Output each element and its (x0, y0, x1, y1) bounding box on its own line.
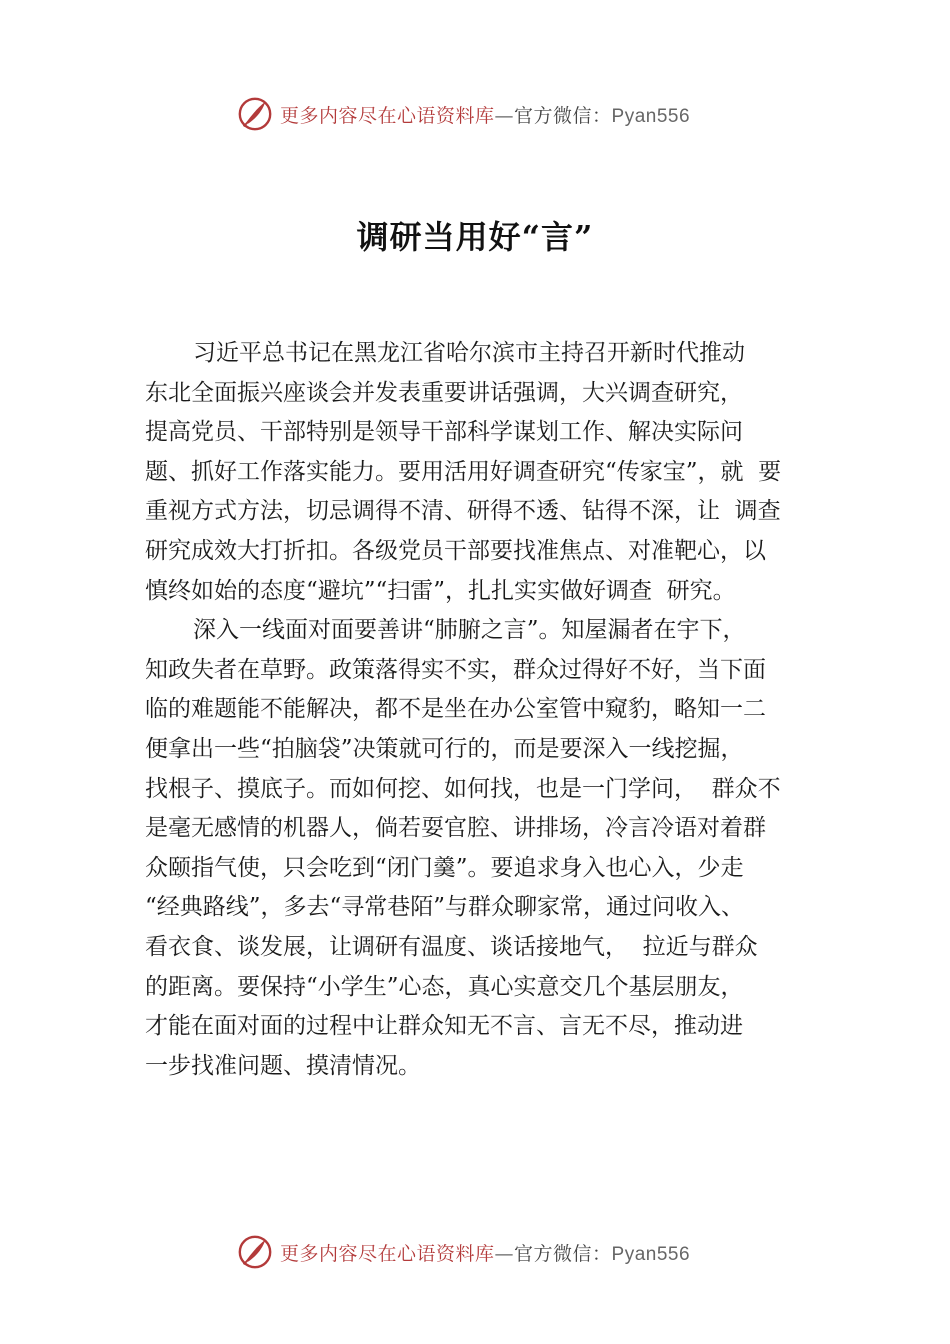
quill-pen-logo-icon (236, 95, 274, 133)
body-line: 深入一线面对面要善讲“肺腑之言”。知屋漏者在宇下， (193, 617, 746, 644)
body-line: 便拿出一些“拍脑袋”决策就可行的，而是要深入一线挖掘， (145, 735, 744, 762)
watermark-label: 官方微信： (514, 1242, 612, 1265)
document-title: 调研当用好“言” (356, 218, 594, 256)
body-line: “经典路线”，多去“寻常巷陌”与群众聊家常，通过问收入、 (145, 894, 745, 921)
watermark-separator: — (494, 104, 515, 127)
body-line: 东北全面振兴座谈会并发表重要讲话强调，大兴调查研究， (145, 379, 743, 406)
body-line: 看衣食、谈发展，让调研有温度、谈话接地气， 拉近与群众 (145, 933, 758, 960)
body-line: 众颐指气使，只会吃到“闭门羹”。要追求身入也心入，少走 (145, 854, 744, 881)
body-line: 慎终如始的态度“避坑”“扫雷”，扎扎实实做好调查 研究。 (145, 577, 736, 604)
watermark-brand: 更多内容尽在心语资料库 (280, 1242, 495, 1265)
watermark-wechat-id: Pyan556 (611, 1243, 691, 1265)
footer-watermark (236, 1232, 690, 1272)
watermark-brand: 更多内容尽在心语资料库 (280, 104, 495, 127)
body-line: 重视方式方法，切忌调得不清、研得不透、钻得不深，让 调查 (145, 498, 781, 525)
body-line: 一步找准问题、摸清情况。 (145, 1052, 421, 1079)
header-watermark (236, 94, 690, 134)
body-line: 研究成效大打折扣。各级党员干部要找准焦点、对准靶心，以 (145, 537, 766, 564)
body-line: 临的难题能不能解决，都不是坐在办公室管中窥豹，略知一二 (145, 696, 766, 723)
body-line: 的距离。要保持“小学生”心态，真心实意交几个基层朋友， (145, 973, 744, 1000)
watermark-separator: — (494, 1242, 515, 1265)
watermark-wechat-id: Pyan556 (611, 105, 691, 127)
body-line: 知政失者在草野。政策落得实不实，群众过得好不好，当下面 (145, 656, 766, 683)
body-line: 找根子、摸底子。而如何挖、如何找，也是一门学问， 群众不 (145, 775, 781, 802)
body-line: 提高党员、干部特别是领导干部科学谋划工作、解决实际问 (145, 419, 743, 446)
body-line: 才能在面对面的过程中让群众知无不言、言无不尽，推动进 (145, 1013, 743, 1040)
body-line: 是毫无感情的机器人，倘若耍官腔、讲排场，冷言冷语对着群 (145, 815, 766, 842)
body-line: 习近平总书记在黑龙江省哈尔滨市主持召开新时代推动 (193, 340, 745, 366)
quill-pen-logo-icon (236, 1233, 274, 1271)
document-body (145, 334, 845, 1086)
body-line: 题、抓好工作落实能力。要用活用好调查研究“传家宝”，就 要 (145, 458, 782, 485)
watermark-label: 官方微信： (514, 104, 612, 127)
